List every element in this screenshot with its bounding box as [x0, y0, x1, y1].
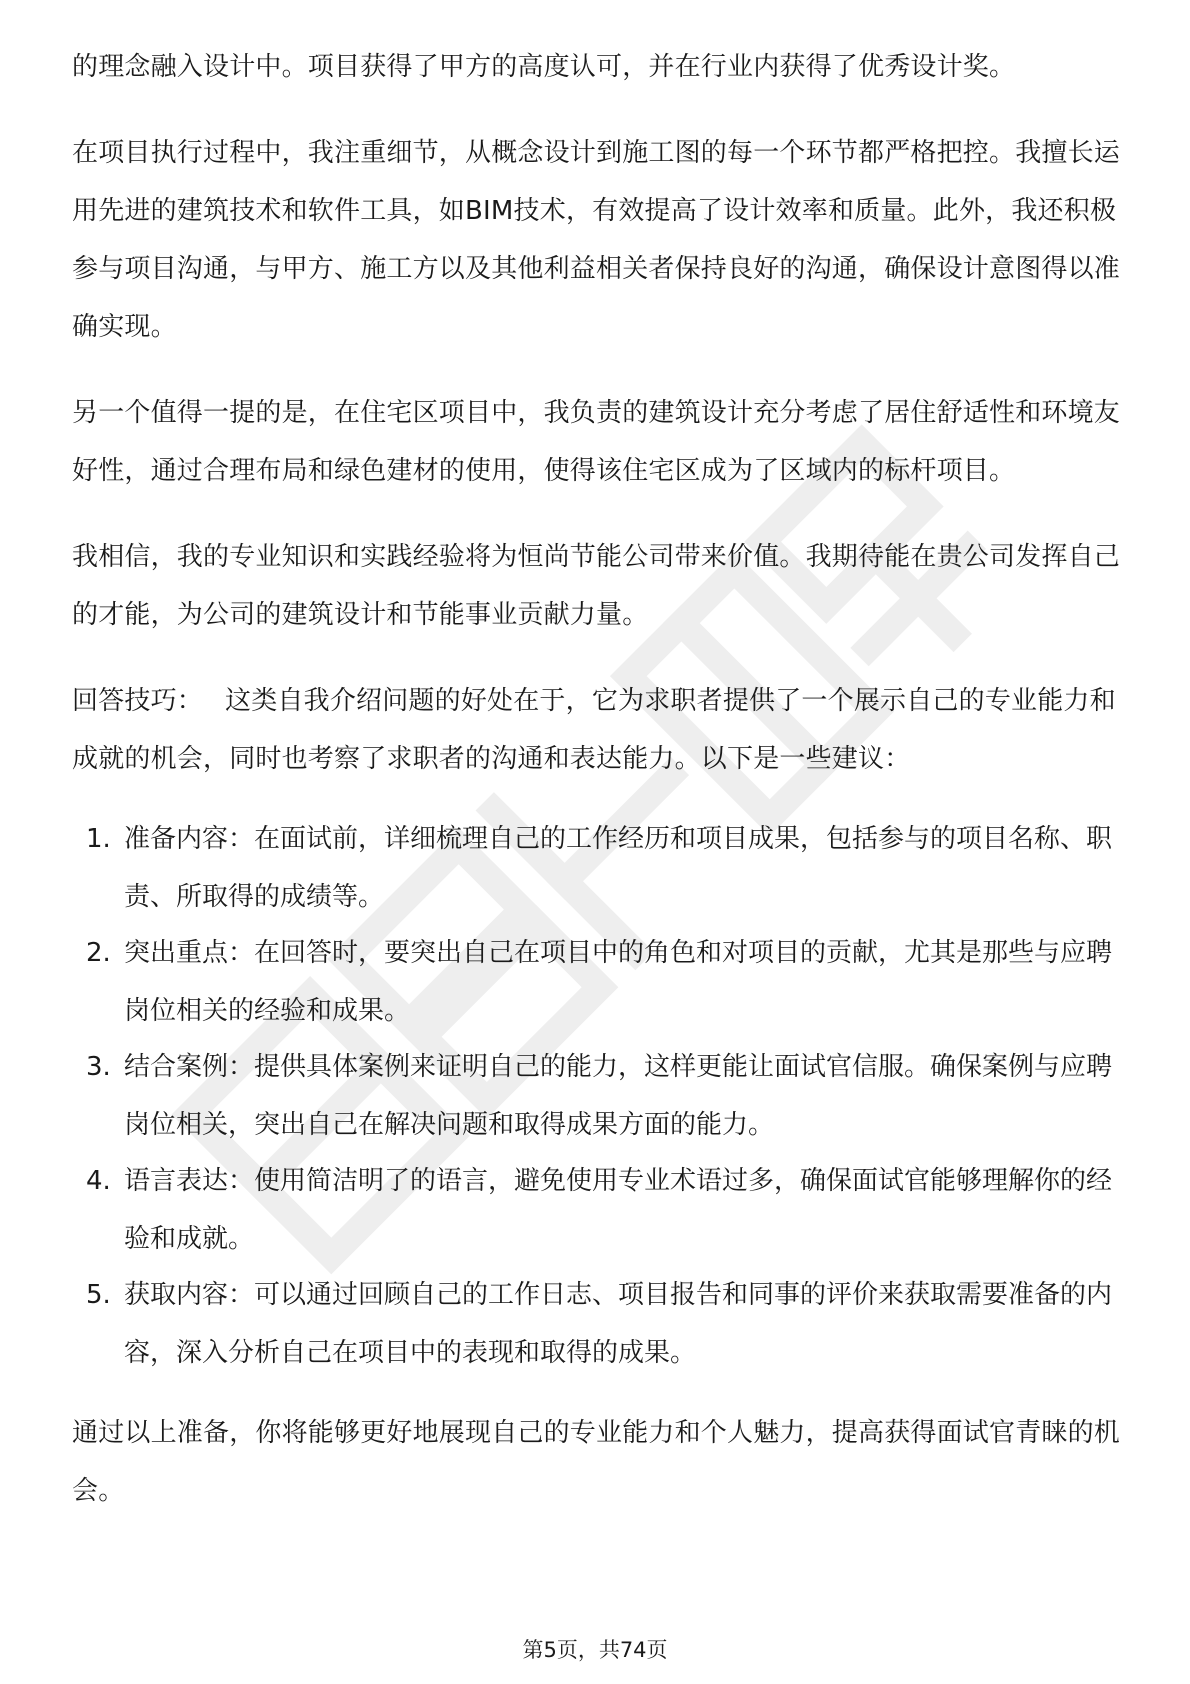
list-item-number: 2. — [86, 938, 111, 968]
paragraph-conclusion: 通过以上准备，你将能够更好地展现自己的专业能力和个人魅力，提高获得面试官青睐的机会。 — [72, 1418, 1121, 1506]
list-item — [72, 1152, 1128, 1268]
list-item-number: 1. — [86, 824, 111, 854]
list-item-text: 语言表达：使用简洁明了的语言，避免使用专业术语过多，确保面试官能够理解你的经验和成就。 — [124, 1166, 1113, 1254]
list-item-text: 准备内容：在面试前，详细梳理自己的工作经历和项目成果，包括参与的项目名称、职责、所取得的成绩等。 — [124, 824, 1113, 912]
tips-list — [72, 810, 1128, 1382]
page-number-footer: 第5页，共74页 — [522, 1638, 668, 1662]
list-item-text: 突出重点：在回答时，要突出自己在项目中的角色和对项目的贡献，尤其是那些与应聘岗位相关的经验和成果。 — [124, 938, 1113, 1026]
tips-text: 这类自我介绍问题的好处在于，它为求职者提供了一个展示自己的专业能力和成就的机会，同时也考察了求职者的沟通和表达能力。以下是一些建议： — [72, 686, 1116, 774]
paragraph-answer-tips — [72, 672, 1128, 788]
tips-label: 回答技巧： — [72, 686, 204, 716]
document-body — [72, 38, 1128, 1520]
list-item — [72, 924, 1128, 1040]
list-item-number: 3. — [86, 1052, 111, 1082]
paragraph-residential-project: 另一个值得一提的是，在住宅区项目中，我负责的建筑设计充分考虑了居住舒适性和环境友好性，通过合理布局和绿色建材的使用，使得该住宅区成为了区域内的标杆项目。 — [72, 398, 1121, 486]
paragraph-belief: 我相信，我的专业知识和实践经验将为恒尚节能公司带来价值。我期待能在贵公司发挥自己的才能，为公司的建筑设计和节能事业贡献力量。 — [72, 542, 1121, 630]
list-item — [72, 1038, 1128, 1154]
list-item-number: 5. — [86, 1280, 111, 1310]
paragraph-intro-continued: 的理念融入设计中。项目获得了甲方的高度认可，并在行业内获得了优秀设计奖。 — [72, 52, 1016, 82]
list-item-number: 4. — [86, 1166, 111, 1196]
list-item — [72, 810, 1128, 926]
list-item-text: 获取内容：可以通过回顾自己的工作日志、项目报告和同事的评价来获取需要准备的内容，深入分析自己在项目中的表现和取得的成果。 — [124, 1280, 1113, 1368]
paragraph-project-execution: 在项目执行过程中，我注重细节，从概念设计到施工图的每一个环节都严格把控。我擅长运用先进的建筑技术和软件工具，如BIM技术，有效提高了设计效率和质量。此外，我还积极参与项目沟通，与甲方、施工方以及其他利益相关者保持良好的沟通，确保设计意图得以准确实现。 — [72, 138, 1121, 342]
list-item — [72, 1266, 1128, 1382]
list-item-text: 结合案例：提供具体案例来证明自己的能力，这样更能让面试官信服。确保案例与应聘岗位相关，突出自己在解决问题和取得成果方面的能力。 — [124, 1052, 1113, 1140]
